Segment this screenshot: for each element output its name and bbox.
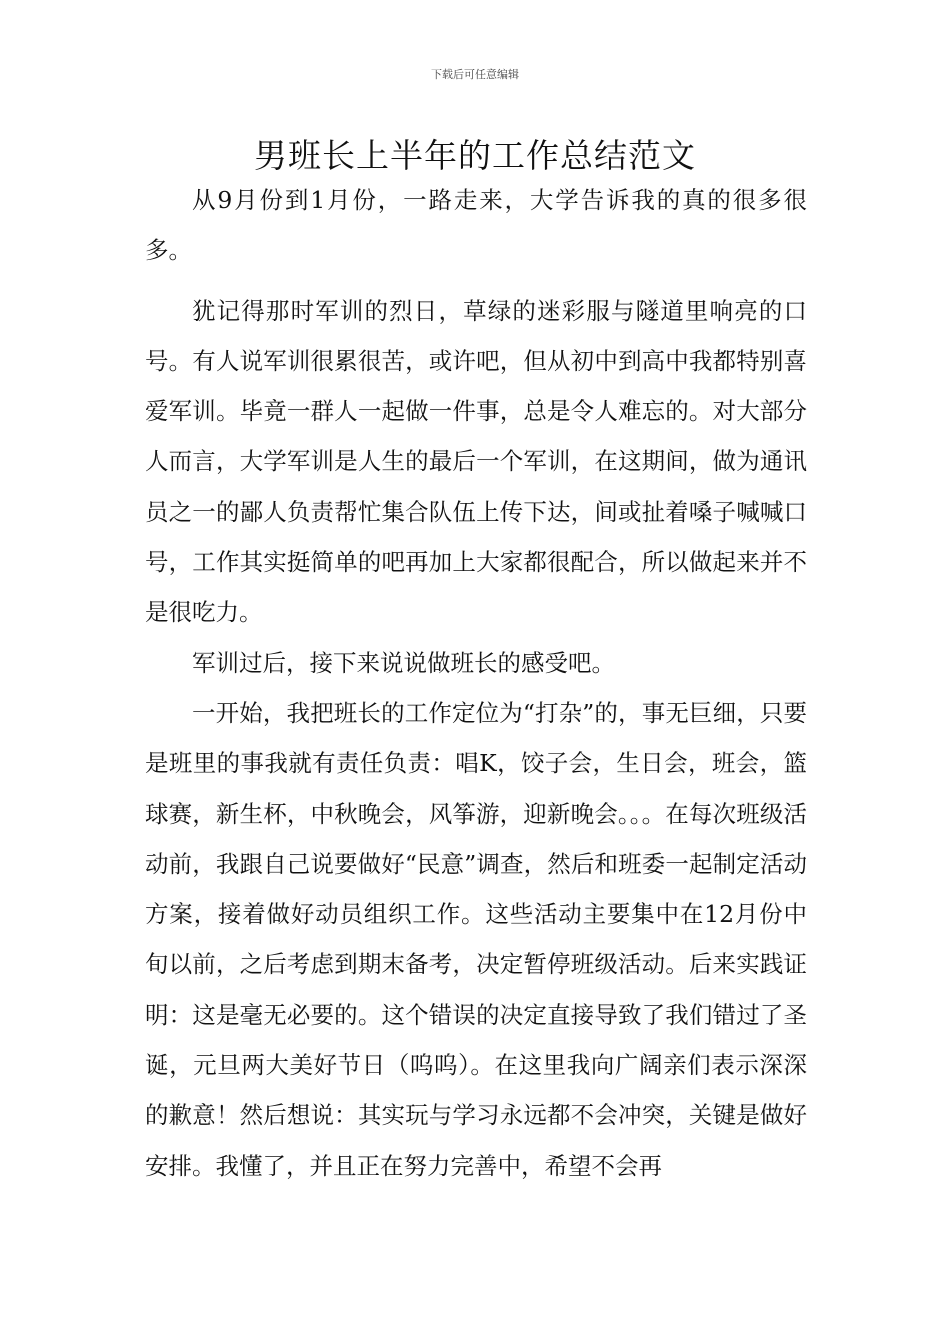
paragraph-transition: 军训过后，接下来说说做班长的感受吧。 [192, 648, 615, 677]
paragraph-class-monitor-work: 一开始，我把班长的工作定位为“打杂”的，事无巨细，只要是班里的事我就有责任负责：唱K，饺子会，生日会，班会，篮球赛，新生杯，中秋晚会，风筝游，迎新晚会。。。在每次班级活动前，我跟自己说要做好“民意”调查，然后和班委一起制定活动方案，接着做好动员组织工作。这些活动主要集中在12月份中旬以前，之后考虑到期末备考，决定暂停班级活动。后来实践证明：这是毫无必要的。这个错误的决定直接导致了我们错过了圣诞，元旦两大美好节日（呜呜）。在这里我向广阔亲们表示深深的歉意！然后想说：其实玩与学习永远都不会冲突，关键是做好安排。我懂了，并且正在努力完善中，希望不会再 [145, 698, 807, 1180]
paragraph-military-training: 犹记得那时军训的烈日，草绿的迷彩服与隧道里响亮的口号。有人说军训很累很苦，或许吧，但从初中到高中我都特别喜爱军训。毕竟一群人一起做一件事，总是令人难忘的。对大部分人而言，大学军训是人生的最后一个军训，在这期间，做为通讯员之一的鄙人负责帮忙集合队伍上传下达，间或扯着嗓子喊喊口号，工作其实挺简单的吧再加上大家都很配合，所以做起来并不是很吃力。 [145, 296, 807, 627]
paragraph-intro: 从9月份到1月份，一路走来，大学告诉我的真的很多很多。 [145, 186, 807, 265]
header-note: 下载后可任意编辑 [431, 68, 519, 81]
document-title: 男班长上半年的工作总结范文 [254, 136, 696, 175]
document-body [145, 175, 807, 1191]
